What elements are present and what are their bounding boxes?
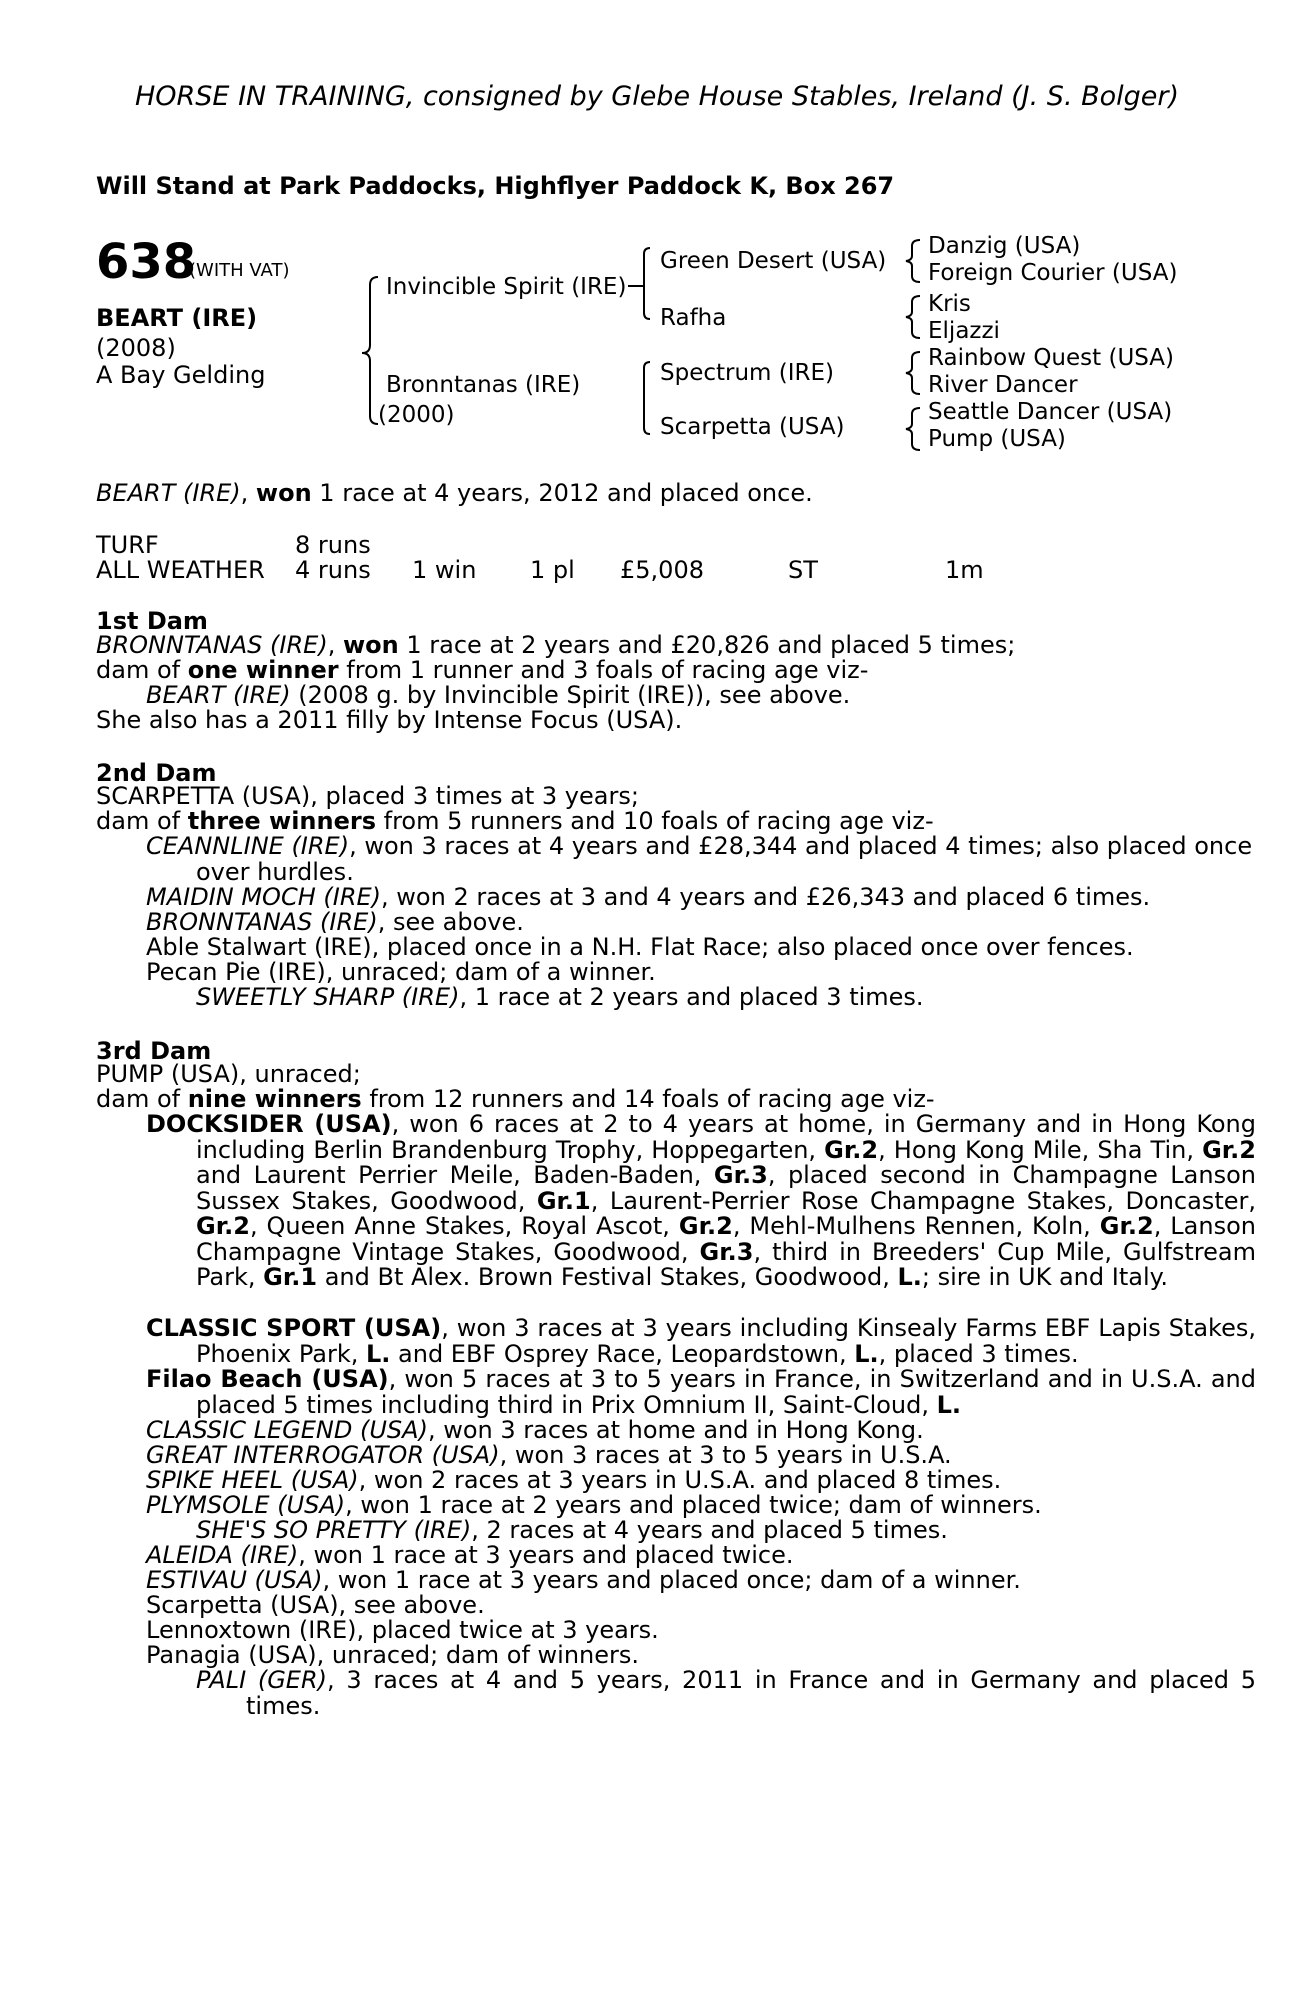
progeny-name: BRONNTANAS (IRE) (146, 908, 378, 936)
pedigree-dam-sire: Spectrum (IRE) (660, 360, 835, 386)
third-dam-produce-a: dam of (96, 1085, 188, 1113)
progeny-text: and Bt Alex. Brown Festival Stakes, Goodwood, (317, 1263, 898, 1291)
progeny-name: PALI (GER) (196, 1666, 328, 1694)
race-grade: L. (936, 1390, 962, 1419)
pedigree-dam-year: (2000) (378, 402, 455, 428)
pedigree-g1: Danzig (USA) (928, 233, 1081, 259)
aw-placed: 1 pl (530, 556, 575, 584)
pedigree-dam-dam: Scarpetta (USA) (660, 414, 845, 440)
progeny-filao-beach (146, 1367, 1256, 1418)
pedigree-sire-sire: Green Desert (USA) (660, 248, 887, 274)
progeny-text: , placed second in Champagne Lanson Sussex Stakes, Goodwood, (196, 1161, 1256, 1215)
pedigree-sire: Invincible Spirit (IRE) (386, 274, 627, 300)
progeny-text: , Queen Anne Stakes, Royal Ascot, (249, 1212, 679, 1240)
progeny-name: PLYMSOLE (USA) (146, 1491, 346, 1519)
progeny-text: , won 2 races at 3 years in U.S.A. and placed 8 times. (358, 1466, 1002, 1494)
first-dam-note: She also has a 2011 filly by Intense Focus (USA). (96, 706, 683, 734)
progeny-maidin-moch (146, 885, 1256, 911)
progeny-name: DOCKSIDER (USA) (146, 1110, 392, 1138)
progeny-name: GREAT INTERROGATOR (USA) (146, 1441, 500, 1469)
progeny-name: ESTIVAU (USA) (146, 1566, 323, 1594)
first-dam-foal-name: BEART (IRE) (146, 681, 291, 709)
bracket-g3 (906, 352, 920, 394)
summary-text: 1 race at 4 years, 2012 and placed once. (311, 479, 813, 507)
progeny-text: , won 3 races at 4 years and £28,344 and placed 4 times; also placed once over hurdles. (196, 832, 1253, 886)
bracket-g2 (906, 296, 920, 338)
progeny-name: CEANNLINE (IRE) (146, 832, 350, 860)
summary-horse-name: BEART (IRE) (96, 479, 241, 507)
progeny-text: ; sire in UK and Italy. (921, 1263, 1169, 1291)
consignor-heading: HORSE IN TRAINING, consigned by Glebe House Stables, Ireland (J. S. Bolger) (134, 81, 1180, 112)
progeny-text: , won 1 race at 3 years and placed twice. (298, 1541, 794, 1569)
first-dam-produce (96, 658, 1206, 684)
second-dam-heading: 2nd Dam (96, 759, 217, 787)
progeny-pali (196, 1668, 1256, 1719)
first-dam-produce-a: dam of (96, 656, 188, 684)
progeny-lennoxtown: Lennoxtown (IRE), placed twice at 3 years. (146, 1616, 659, 1644)
first-dam-heading: 1st Dam (96, 607, 208, 635)
bracket-main (362, 277, 378, 424)
progeny-text: and EBF Osprey Race, Leopardstown, (390, 1339, 855, 1368)
progeny-text: , won 3 races at 3 years including Kinsealy Farms EBF Lapis Stakes, Phoenix Park, (196, 1314, 1256, 1368)
progeny-text: , won 5 races at 3 to 5 years in France, in Switzerland and in U.S.A. and placed 5 times including third in Prix Omnium II, Saint-Cloud, (196, 1365, 1256, 1419)
first-dam-won: won (342, 631, 399, 659)
pedigree-g6: River Dancer (928, 372, 1078, 398)
progeny-text: , won 3 races at 3 to 5 years in U.S.A. (499, 1441, 952, 1469)
horse-description: A Bay Gelding (96, 361, 266, 389)
progeny-text: , won 6 races at 2 to 4 years at home, in Germany and in Hong Kong including Berlin Brandenburg Trophy, Hoppegarten, (196, 1110, 1256, 1164)
race-grade: L. (897, 1263, 922, 1291)
pedigree-sire-dam: Rafha (660, 305, 727, 331)
first-dam-foal-text: (2008 g. by Invincible Spirit (IRE)), see above. (290, 681, 851, 709)
turf-surface: TURF (96, 531, 159, 559)
progeny-shes-so-pretty (196, 1518, 1256, 1544)
progeny-docksider (146, 1112, 1256, 1291)
progeny-text: , won 2 races at 3 and 4 years and £26,343 and placed 6 times. (381, 883, 1151, 911)
progeny-text: , third in Breeders' Cup Mile, Gulfstream Park, (196, 1237, 1256, 1291)
progeny-text: , Hong Kong Mile, Sha Tin, (878, 1135, 1203, 1164)
race-grade: Gr.2 (196, 1212, 250, 1240)
aw-going: ST (788, 556, 818, 584)
race-grade: Gr.3 (699, 1237, 754, 1266)
aw-distance: 1m (945, 556, 984, 584)
progeny-name: CLASSIC LEGEND (USA) (146, 1416, 428, 1444)
lot-number: 638 (96, 234, 197, 290)
progeny-name: SHE'S SO PRETTY (IRE) (196, 1516, 472, 1544)
progeny-ceannline (146, 834, 1256, 885)
progeny-scarpetta: Scarpetta (USA), see above. (146, 1591, 485, 1619)
progeny-able-stalwart: Able Stalwart (IRE), placed once in a N.H. Flat Race; also placed once over fences. (146, 933, 1134, 961)
progeny-spike-heel (146, 1468, 1256, 1494)
progeny-name: ALEIDA (IRE) (146, 1541, 299, 1569)
progeny-text: , Laurent-Perrier Rose Champagne Stakes, Doncaster, (590, 1186, 1256, 1215)
race-grade: Gr.2 (1099, 1212, 1154, 1240)
progeny-sweetly-sharp (196, 985, 1256, 1011)
race-grade: Gr.3 (713, 1161, 768, 1189)
first-dam-foal (146, 683, 1206, 709)
progeny-plymsole (146, 1493, 1256, 1519)
third-dam-winners: nine winners (187, 1085, 362, 1113)
progeny-name: SPIKE HEEL (USA) (146, 1466, 359, 1494)
progeny-aleida (146, 1543, 1256, 1569)
race-grade: L. (365, 1339, 391, 1368)
bracket-dam (644, 362, 650, 434)
first-dam-line (96, 633, 1206, 659)
horse-name: BEART (IRE) (96, 304, 258, 332)
race-grade: Gr.1 (536, 1186, 591, 1215)
aw-surface: ALL WEATHER (96, 556, 265, 584)
race-summary: BEART (IRE), won 1 race at 4 years, 2012 and placed once. (96, 479, 813, 507)
third-dam-produce-b: from 12 runners and 14 foals of racing age viz- (361, 1085, 935, 1113)
race-grade: Gr.2 (1202, 1135, 1256, 1164)
progeny-text: and Laurent Perrier Meile, Baden-Baden, (196, 1161, 714, 1189)
progeny-text: , won 1 race at 2 years and placed twice; dam of winners. (345, 1491, 1042, 1519)
aw-prize: £5,008 (620, 556, 704, 584)
second-dam-produce-b: from 5 runners and 10 foals of racing age viz- (376, 807, 934, 835)
progeny-name: SWEETLY SHARP (IRE) (196, 983, 460, 1011)
progeny-text: , see above. (377, 908, 524, 936)
foaling-year: (2008) (96, 334, 176, 362)
pedigree-g7: Seattle Dancer (USA) (928, 399, 1173, 425)
second-dam-produce (96, 809, 1206, 835)
stabling-location: Will Stand at Park Paddocks, Highflyer Paddock K, Box 267 (96, 172, 895, 200)
progeny-text: , 1 race at 2 years and placed 3 times. (459, 983, 924, 1011)
pedigree-g8: Pump (USA) (928, 426, 1066, 452)
second-dam-winners: three winners (187, 807, 376, 835)
progeny-text: , placed 3 times. (878, 1339, 1079, 1368)
first-dam-winners: one winner (187, 656, 339, 684)
bracket-g1 (906, 240, 920, 282)
second-dam-produce-a: dam of (96, 807, 188, 835)
progeny-name: Filao Beach (USA) (146, 1365, 389, 1393)
progeny-text: , won 1 race at 3 years and placed once; dam of a winner. (322, 1566, 1021, 1594)
third-dam-produce (96, 1087, 1206, 1113)
pedigree-g5: Rainbow Quest (USA) (928, 345, 1175, 371)
progeny-classic-legend (146, 1418, 1256, 1444)
race-grade: Gr.1 (263, 1263, 318, 1291)
first-dam-produce-b: from 1 runner and 3 foals of racing age viz- (338, 656, 869, 684)
progeny-name: CLASSIC SPORT (USA) (146, 1314, 442, 1342)
third-dam-line: PUMP (USA), unraced; (96, 1060, 361, 1088)
pedigree-g2: Foreign Courier (USA) (928, 260, 1178, 286)
race-grade: Gr.2 (678, 1212, 733, 1240)
first-dam-sep: , (327, 631, 343, 659)
bracket-sire (644, 248, 650, 319)
progeny-text: , won 3 races at home and in Hong Kong. (427, 1416, 924, 1444)
progeny-estivau (146, 1568, 1256, 1594)
first-dam-text: 1 race at 2 years and £20,826 and placed 5 times; (398, 631, 1016, 659)
progeny-name: MAIDIN MOCH (IRE) (146, 883, 382, 911)
pedigree-g4: Eljazzi (928, 318, 1000, 344)
aw-wins: 1 win (412, 556, 477, 584)
progeny-bronntanas (146, 910, 1256, 936)
progeny-great-interrogator (146, 1443, 1256, 1469)
aw-runs: 4 runs (295, 556, 371, 584)
progeny-pecan-pie: Pecan Pie (IRE), unraced; dam of a winner. (146, 958, 656, 986)
race-grade: L. (854, 1339, 879, 1368)
bracket-g4 (906, 408, 920, 450)
second-dam-line: SCARPETTA (USA), placed 3 times at 3 years; (96, 782, 639, 810)
progeny-text: , Mehl-Mulhens Rennen, Koln, (732, 1212, 1100, 1240)
pedigree-dam: Bronntanas (IRE) (386, 372, 581, 398)
progeny-text: , 2 races at 4 years and placed 5 times. (471, 1516, 948, 1544)
third-dam-heading: 3rd Dam (96, 1037, 212, 1065)
progeny-panagia: Panagia (USA), unraced; dam of winners. (146, 1641, 640, 1669)
race-grade: Gr.2 (824, 1135, 879, 1164)
summary-won: won (255, 479, 312, 507)
vat-note: (WITH VAT) (189, 260, 290, 281)
progeny-classic-sport (146, 1316, 1256, 1367)
progeny-text: , Lanson Champagne Vintage Stakes, Goodwood, (196, 1212, 1256, 1266)
progeny-text: , 3 races at 4 and 5 years, 2011 in France and in Germany and placed 5 times. (246, 1666, 1257, 1720)
first-dam-name: BRONNTANAS (IRE) (96, 631, 328, 659)
pedigree-g3: Kris (928, 291, 971, 317)
turf-runs: 8 runs (295, 531, 371, 559)
